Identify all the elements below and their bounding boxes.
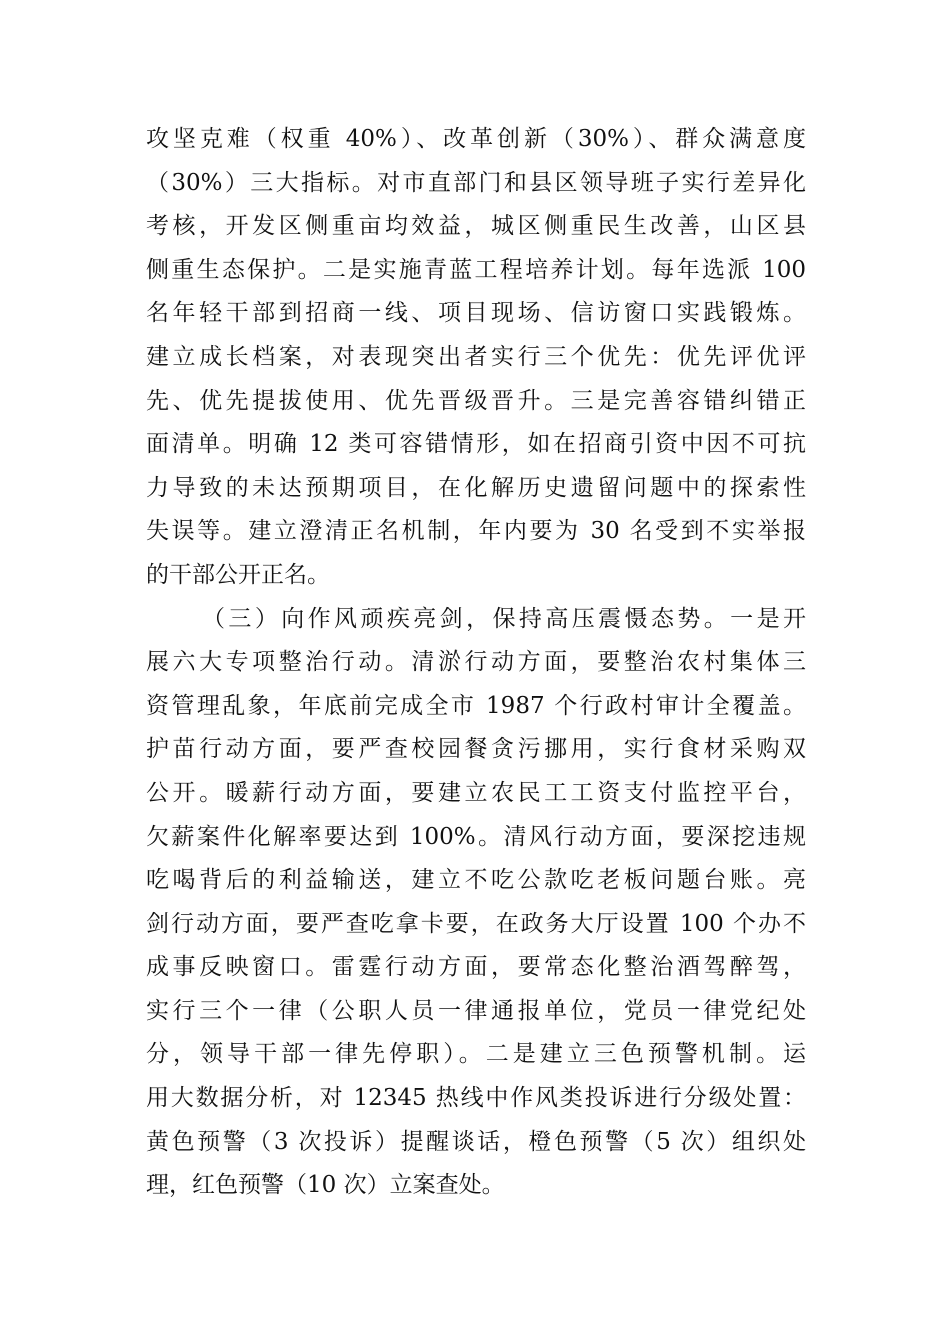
- text-line: 实行三个一律（公职人员一律通报单位，党员一律党纪处: [146, 997, 806, 1024]
- paragraph-heading-line: （三）向作风顽疾亮剑，保持高压震慑态势。一是开: [202, 605, 806, 632]
- text-line: 面清单。明确 12 类可容错情形，如在招商引资中因不可抗: [146, 431, 806, 458]
- text-line: 公开。暖薪行动方面，要建立农民工工资支付监控平台，: [146, 779, 806, 806]
- text-line: 护苗行动方面，要严查校园餐贪污挪用，实行食材采购双: [146, 736, 806, 763]
- text-line: 建立成长档案，对表现突出者实行三个优先：优先评优评: [146, 343, 806, 370]
- text-line: 展六大专项整治行动。清淤行动方面，要整治农村集体三: [146, 649, 806, 676]
- text-line: （30%）三大指标。对市直部门和县区领导班子实行差异化: [146, 169, 806, 196]
- text-line: 成事反映窗口。雷霆行动方面，要常态化整治酒驾醉驾，: [146, 954, 806, 981]
- text-line: 理，红色预警（10 次）立案查处。: [146, 1172, 505, 1199]
- text-line: 分，领导干部一律先停职）。二是建立三色预警机制。运: [146, 1041, 806, 1068]
- text-line: 失误等。建立澄清正名机制，年内要为 30 名受到不实举报: [146, 518, 806, 545]
- text-line: 先、优先提拔使用、优先晋级晋升。三是完善容错纠错正: [146, 387, 806, 414]
- text-line: 欠薪案件化解率要达到 100%。清风行动方面，要深挖违规: [146, 823, 806, 850]
- text-line: 黄色预警（3 次投诉）提醒谈话，橙色预警（5 次）组织处: [146, 1128, 806, 1155]
- text-line: 力导致的未达预期项目，在化解历史遗留问题中的探索性: [146, 474, 806, 501]
- text-line: 侧重生态保护。二是实施青蓝工程培养计划。每年选派 100: [146, 256, 806, 283]
- text-line: 攻坚克难（权重 40%）、改革创新（30%）、群众满意度: [146, 126, 806, 152]
- text-line: 吃喝背后的利益输送，建立不吃公款吃老板问题台账。亮: [146, 867, 806, 894]
- text-line: 名年轻干部到招商一线、项目现场、信访窗口实践锻炼。: [146, 300, 806, 327]
- body-text: [146, 118, 806, 1208]
- text-line: 用大数据分析，对 12345 热线中作风类投诉进行分级处置：: [146, 1085, 806, 1112]
- text-line: 剑行动方面，要严查吃拿卡要，在政务大厅设置 100 个办不: [146, 910, 806, 937]
- text-line: 的干部公开正名。: [146, 561, 330, 588]
- text-line: 资管理乱象，年底前完成全市 1987 个行政村审计全覆盖。: [146, 692, 806, 719]
- text-line: 考核，开发区侧重亩均效益，城区侧重民生改善，山区县: [146, 213, 806, 240]
